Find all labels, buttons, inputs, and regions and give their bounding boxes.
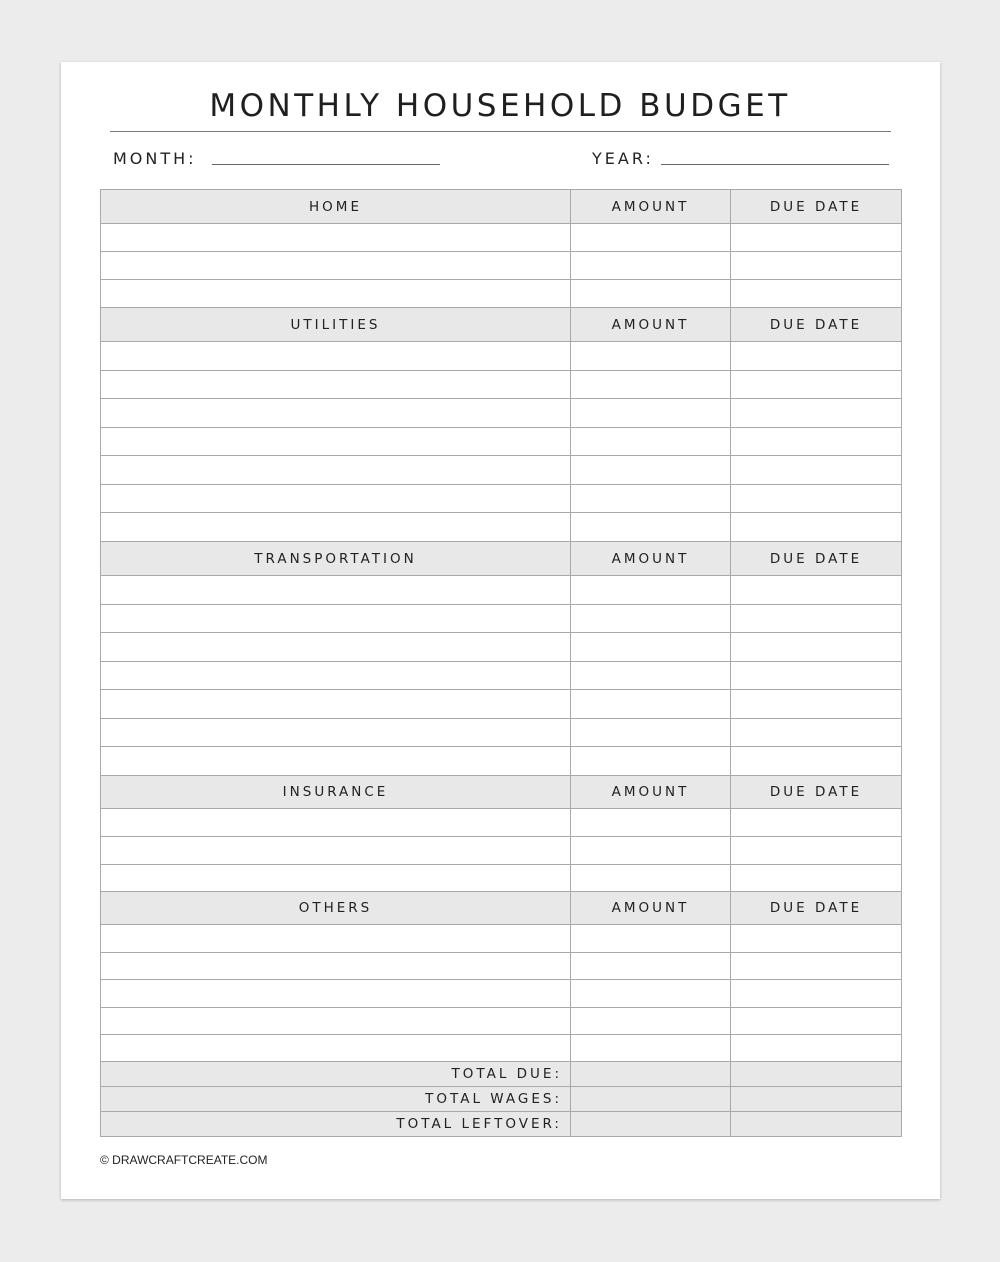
amount-cell[interactable] [571, 371, 731, 399]
item-cell[interactable] [101, 428, 571, 456]
amount-header: AMOUNT [571, 308, 731, 342]
category-header: UTILITIES [101, 308, 571, 342]
table-row [101, 837, 902, 865]
item-cell[interactable] [101, 865, 571, 892]
due-date-cell[interactable] [731, 428, 902, 456]
item-cell[interactable] [101, 576, 571, 605]
item-cell[interactable] [101, 1035, 571, 1062]
table-row [101, 925, 902, 953]
total-row [101, 1112, 902, 1137]
table-row [101, 662, 902, 690]
category-header: HOME [101, 190, 571, 224]
total-label: TOTAL LEFTOVER: [101, 1112, 571, 1137]
section-header [101, 542, 902, 576]
amount-header: AMOUNT [571, 190, 731, 224]
amount-cell[interactable] [571, 865, 731, 892]
due-date-cell[interactable] [731, 953, 902, 980]
item-cell[interactable] [101, 837, 571, 865]
total-label: TOTAL DUE: [101, 1062, 571, 1087]
item-cell[interactable] [101, 662, 571, 690]
table-row [101, 865, 902, 892]
table-row [101, 747, 902, 776]
amount-cell[interactable] [571, 280, 731, 308]
table-row [101, 1008, 902, 1035]
month-label: MONTH: [113, 149, 197, 168]
item-cell[interactable] [101, 513, 571, 542]
amount-cell[interactable] [571, 925, 731, 953]
amount-cell[interactable] [571, 837, 731, 865]
amount-cell[interactable] [571, 252, 731, 280]
amount-cell[interactable] [571, 747, 731, 776]
due-date-cell[interactable] [731, 865, 902, 892]
section-header [101, 190, 902, 224]
due-date-cell[interactable] [731, 747, 902, 776]
item-cell[interactable] [101, 690, 571, 719]
table-row [101, 953, 902, 980]
section-header [101, 892, 902, 925]
amount-cell[interactable] [571, 605, 731, 633]
amount-header: AMOUNT [571, 892, 731, 925]
category-header: OTHERS [101, 892, 571, 925]
table-row [101, 252, 902, 280]
amount-cell[interactable] [571, 633, 731, 662]
table-row [101, 633, 902, 662]
due-date-cell[interactable] [731, 1008, 902, 1035]
due-date-cell[interactable] [731, 1035, 902, 1062]
item-cell[interactable] [101, 342, 571, 371]
amount-cell[interactable] [571, 342, 731, 371]
due-date-cell[interactable] [731, 633, 902, 662]
amount-cell[interactable] [571, 1035, 731, 1062]
title-underline [110, 131, 891, 132]
table-row [101, 605, 902, 633]
due-date-cell[interactable] [731, 690, 902, 719]
amount-cell[interactable] [571, 576, 731, 605]
table-row [101, 719, 902, 747]
due-date-cell[interactable] [731, 342, 902, 371]
amount-cell[interactable] [571, 953, 731, 980]
due-date-cell[interactable] [731, 576, 902, 605]
amount-header: AMOUNT [571, 776, 731, 809]
amount-cell[interactable] [571, 690, 731, 719]
table-row [101, 576, 902, 605]
total-row [101, 1087, 902, 1112]
budget-table [100, 189, 902, 1137]
table-row [101, 399, 902, 428]
category-header: TRANSPORTATION [101, 542, 571, 576]
due-date-cell[interactable] [731, 513, 902, 542]
table-row [101, 980, 902, 1008]
due-date-cell[interactable] [731, 662, 902, 690]
amount-cell[interactable] [571, 428, 731, 456]
copyright-footer: © DRAWCRAFTCREATE.COM [100, 1153, 268, 1167]
year-label: YEAR: [592, 149, 654, 168]
amount-cell[interactable] [571, 456, 731, 485]
item-cell[interactable] [101, 747, 571, 776]
amount-cell[interactable] [571, 662, 731, 690]
total-label: TOTAL WAGES: [101, 1087, 571, 1112]
table-row [101, 513, 902, 542]
due-date-cell[interactable] [731, 280, 902, 308]
item-cell[interactable] [101, 719, 571, 747]
table-row [101, 342, 902, 371]
table-row [101, 280, 902, 308]
item-cell[interactable] [101, 925, 571, 953]
table-row [101, 224, 902, 252]
total-due-date-cell[interactable] [731, 1062, 902, 1087]
due-date-cell[interactable] [731, 809, 902, 837]
amount-cell[interactable] [571, 809, 731, 837]
due-date-header: DUE DATE [731, 776, 902, 809]
table-row [101, 456, 902, 485]
due-date-header: DUE DATE [731, 892, 902, 925]
table-row [101, 485, 902, 513]
due-date-cell[interactable] [731, 252, 902, 280]
amount-cell[interactable] [571, 1008, 731, 1035]
item-cell[interactable] [101, 371, 571, 399]
item-cell[interactable] [101, 224, 571, 252]
due-date-header: DUE DATE [731, 308, 902, 342]
amount-cell[interactable] [571, 399, 731, 428]
due-date-cell[interactable] [731, 837, 902, 865]
total-due-date-cell[interactable] [731, 1112, 902, 1137]
amount-cell[interactable] [571, 719, 731, 747]
due-date-header: DUE DATE [731, 190, 902, 224]
item-cell[interactable] [101, 633, 571, 662]
section-header [101, 308, 902, 342]
due-date-cell[interactable] [731, 925, 902, 953]
item-cell[interactable] [101, 456, 571, 485]
due-date-cell[interactable] [731, 399, 902, 428]
table-row [101, 428, 902, 456]
total-amount-cell[interactable] [571, 1087, 731, 1112]
year-field[interactable] [661, 164, 889, 165]
due-date-cell[interactable] [731, 224, 902, 252]
item-cell[interactable] [101, 809, 571, 837]
item-cell[interactable] [101, 485, 571, 513]
table-row [101, 690, 902, 719]
due-date-cell[interactable] [731, 605, 902, 633]
amount-cell[interactable] [571, 224, 731, 252]
due-date-header: DUE DATE [731, 542, 902, 576]
item-cell[interactable] [101, 980, 571, 1008]
amount-header: AMOUNT [571, 542, 731, 576]
item-cell[interactable] [101, 399, 571, 428]
section-header [101, 776, 902, 809]
due-date-cell[interactable] [731, 719, 902, 747]
table-row [101, 371, 902, 399]
due-date-cell[interactable] [731, 485, 902, 513]
category-header: INSURANCE [101, 776, 571, 809]
page-title: MONTHLY HOUSEHOLD BUDGET [209, 88, 791, 124]
item-cell[interactable] [101, 252, 571, 280]
total-due-date-cell[interactable] [731, 1087, 902, 1112]
item-cell[interactable] [101, 1008, 571, 1035]
due-date-cell[interactable] [731, 371, 902, 399]
amount-cell[interactable] [571, 980, 731, 1008]
amount-cell[interactable] [571, 485, 731, 513]
total-amount-cell[interactable] [571, 1112, 731, 1137]
total-row [101, 1062, 902, 1087]
table-row [101, 1035, 902, 1062]
month-field[interactable] [212, 164, 440, 165]
item-cell[interactable] [101, 605, 571, 633]
due-date-cell[interactable] [731, 456, 902, 485]
amount-cell[interactable] [571, 513, 731, 542]
item-cell[interactable] [101, 280, 571, 308]
table-row [101, 809, 902, 837]
item-cell[interactable] [101, 953, 571, 980]
due-date-cell[interactable] [731, 980, 902, 1008]
total-amount-cell[interactable] [571, 1062, 731, 1087]
